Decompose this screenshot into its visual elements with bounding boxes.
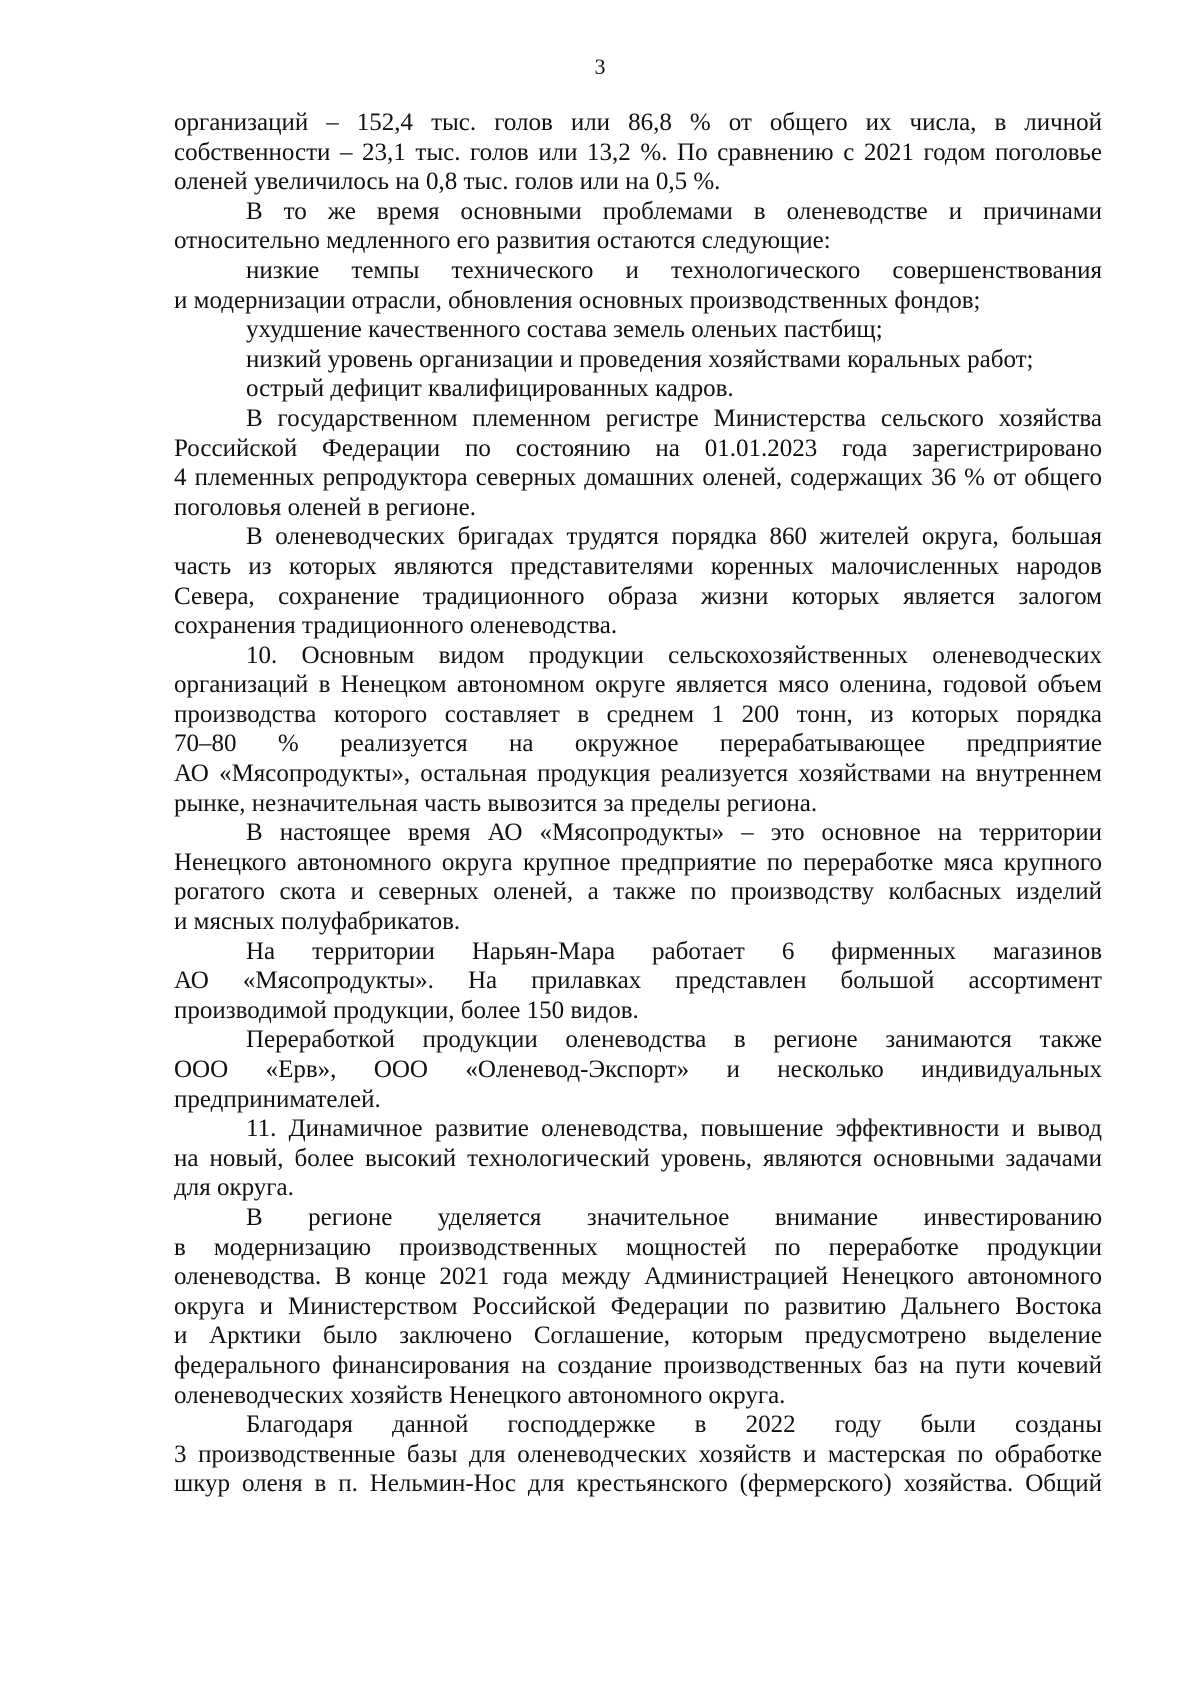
text-line: острый дефицит квалифицированных кадров. — [246, 375, 734, 403]
text-line: федерального финансирования на создание производственных баз на пути кочевий — [174, 1351, 1102, 1379]
text-line: АО «Мясопродукты». На прилавках представлен большой ассортимент — [174, 967, 1102, 995]
text-line: и мясных полуфабрикатов. — [174, 908, 461, 936]
text-line: организаций в Ненецком автономном округе является мясо оленина, годовой объем — [174, 671, 1102, 699]
text-line: ухудшение качественного состава земель оленьих пастбищ; — [246, 316, 883, 344]
page-number: 3 — [594, 54, 606, 79]
text-line: рынке, незначительная часть вывозится за пределы региона. — [174, 789, 818, 817]
text-line: В регионе уделяется значительное внимание инвестированию — [246, 1203, 1102, 1231]
text-line: АО «Мясопродукты», остальная продукция реализуется хозяйствами на внутреннем — [174, 760, 1102, 788]
text-line: и Арктики было заключено Соглашение, которым предусмотрено выделение — [174, 1322, 1102, 1350]
text-line: на новый, более высокий технологический уровень, являются основными задачами — [174, 1144, 1102, 1172]
text-line: На территории Нарьян-Мара работает 6 фирменных магазинов — [246, 937, 1102, 965]
text-line: В оленеводческих бригадах трудятся порядка 860 жителей округа, большая — [246, 523, 1102, 551]
text-line: собственности – 23,1 тыс. голов или 13,2 %. По сравнению с 2021 годом поголовье — [174, 138, 1102, 166]
text-line: низкий уровень организации и проведения хозяйствами коральных работ; — [246, 345, 1034, 373]
text-line: организаций – 152,4 тыс. голов или 86,8 % от общего их числа, в личной — [174, 109, 1102, 136]
text-line: 4 племенных репродуктора северных домашних оленей, содержащих 36 % от общего — [174, 464, 1102, 492]
text-line: В то же время основными проблемами в оленеводстве и причинами — [246, 197, 1102, 225]
text-line: сохранения традиционного оленеводства. — [174, 612, 618, 640]
text-line: В государственном племенном регистре Министерства сельского хозяйства — [246, 404, 1102, 432]
text-line: рогатого скота и северных оленей, а также по производству колбасных изделий — [174, 878, 1102, 906]
text-line: ООО «Ерв», ООО «Оленевод-Экспорт» и несколько индивидуальных — [174, 1056, 1102, 1083]
text-line: Севера, сохранение традиционного образа жизни которых является залогом — [174, 582, 1102, 610]
text-line: поголовья оленей в регионе. — [174, 493, 476, 521]
text-line: оленеводческих хозяйств Ненецкого автономного округа. — [174, 1381, 786, 1409]
text-line: Российской Федерации по состоянию на 01.01.2023 года зарегистрировано — [174, 434, 1102, 462]
text-line: округа и Министерством Российской Федерации по развитию Дальнего Востока — [174, 1292, 1102, 1320]
text-line: 3 производственные базы для оленеводческих хозяйств и мастерская по обработке — [174, 1440, 1102, 1468]
text-line: 11. Динамичное развитие оленеводства, повышение эффективности и вывод — [246, 1115, 1102, 1143]
document-body — [174, 108, 1102, 1499]
text-line: относительно медленного его развития остаются следующие: — [174, 227, 831, 255]
text-line: и модернизации отрасли, обновления основных производственных фондов; — [174, 286, 981, 314]
text-line: оленеводства. В конце 2021 года между Администрацией Ненецкого автономного — [174, 1263, 1102, 1291]
text-line: Благодаря данной господдержке в 2022 году были созданы — [246, 1411, 1102, 1439]
text-line: оленей увеличилось на 0,8 тыс. голов или на 0,5 %. — [174, 168, 721, 196]
text-line: 10. Основным видом продукции сельскохозяйственных оленеводческих — [246, 641, 1102, 669]
text-line: часть из которых являются представителями коренных малочисленных народов — [174, 552, 1102, 580]
text-line: шкур оленя в п. Нельмин-Нос для крестьянского (фермерского) хозяйства. Общий — [174, 1470, 1102, 1498]
text-line: предпринимателей. — [174, 1085, 381, 1113]
text-line: 70–80 % реализуется на окружное перерабатывающее предприятие — [174, 730, 1102, 758]
text-line: производства которого составляет в среднем 1 200 тонн, из которых порядка — [174, 700, 1102, 728]
text-line: для округа. — [174, 1174, 294, 1202]
text-line: Ненецкого автономного округа крупное предприятие по переработке мяса крупного — [174, 848, 1102, 876]
text-line: В настоящее время АО «Мясопродукты» – это основное на территории — [246, 819, 1102, 847]
text-line: производимой продукции, более 150 видов. — [174, 996, 639, 1024]
text-line: низкие темпы технического и технологического совершенствования — [246, 256, 1102, 284]
text-line: Переработкой продукции оленеводства в регионе занимаются также — [246, 1026, 1102, 1054]
text-line: в модернизацию производственных мощностей по переработке продукции — [174, 1233, 1102, 1261]
